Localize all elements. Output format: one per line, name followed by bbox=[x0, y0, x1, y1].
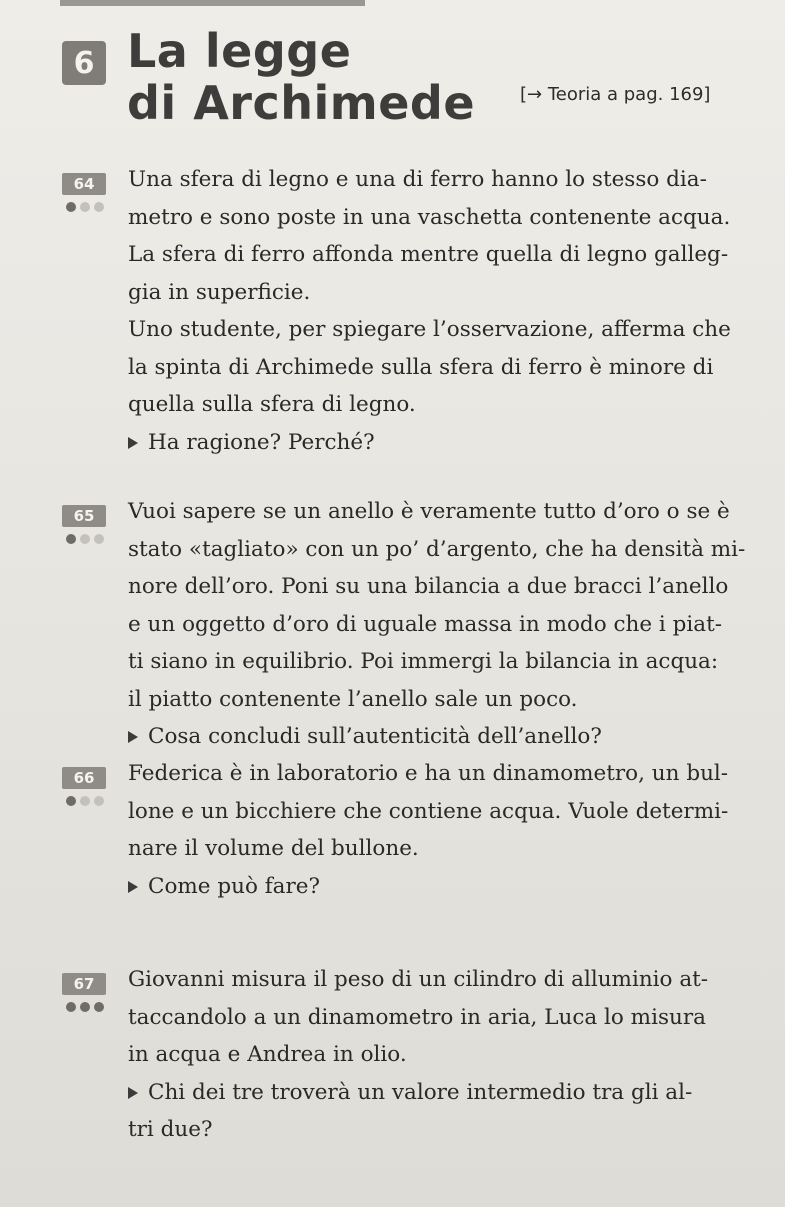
difficulty-dot bbox=[94, 202, 104, 212]
text-line: La sfera di ferro affonda mentre quella di legno galleg- bbox=[128, 242, 729, 267]
text-line: taccandolo a un dinamometro in aria, Luca lo misura bbox=[128, 1004, 706, 1030]
section-title-line2: di Archimede bbox=[127, 76, 476, 130]
difficulty-dots bbox=[66, 202, 104, 212]
text-line: lone e un bicchiere che contiene acqua. Vuole determi- bbox=[128, 798, 729, 824]
text-line: gia in superficie. bbox=[128, 279, 311, 305]
difficulty-dot bbox=[80, 1002, 90, 1012]
exercise-number: 65 bbox=[62, 505, 106, 527]
text-line: nare il volume del bullone. bbox=[128, 836, 419, 861]
question-text: Ha ragione? Perché? bbox=[148, 429, 375, 455]
question bbox=[128, 868, 768, 906]
text-line: Vuoi sapere se un anello è veramente tutto d’oro o se è bbox=[128, 499, 730, 524]
text-line: e un oggetto d’oro di uguale massa in modo che i piat- bbox=[128, 611, 722, 637]
exercise-text bbox=[128, 493, 768, 756]
difficulty-dots bbox=[66, 1002, 104, 1012]
difficulty-dot bbox=[80, 202, 90, 212]
exercise-text bbox=[128, 961, 768, 1149]
difficulty-dots bbox=[66, 534, 104, 544]
difficulty-dot bbox=[66, 202, 76, 212]
question bbox=[128, 718, 768, 756]
exercise-number: 66 bbox=[62, 767, 106, 789]
text-line: in acqua e Andrea in olio. bbox=[128, 1042, 407, 1067]
difficulty-dot bbox=[80, 534, 90, 544]
difficulty-dot bbox=[94, 796, 104, 806]
exercise-text bbox=[128, 755, 768, 905]
text-line: quella sulla sfera di legno. bbox=[128, 392, 416, 417]
text-line: nore dell’oro. Poni su una bilancia a due bracci l’anello bbox=[128, 574, 729, 599]
text-line: tri due? bbox=[128, 1117, 213, 1142]
question-text: Cosa concludi sull’autenticità dell’anello? bbox=[148, 724, 602, 749]
text-line: metro e sono poste in una vaschetta contenente acqua. bbox=[128, 204, 731, 230]
difficulty-dot bbox=[94, 534, 104, 544]
difficulty-dot bbox=[66, 534, 76, 544]
exercise-text bbox=[128, 161, 768, 461]
top-rule bbox=[60, 0, 365, 6]
question-text: Come può fare? bbox=[148, 873, 321, 899]
exercise-number: 64 bbox=[62, 173, 106, 195]
arrow-right-icon bbox=[128, 881, 138, 893]
section-number-badge: 6 bbox=[62, 41, 106, 85]
text-line: Giovanni misura il peso di un cilindro di alluminio at- bbox=[128, 967, 709, 992]
arrow-right-icon bbox=[128, 437, 138, 449]
theory-reference: [→ Teoria a pag. 169] bbox=[520, 84, 711, 105]
text-line: il piatto contenente l’anello sale un poco. bbox=[128, 686, 578, 712]
difficulty-dot bbox=[66, 796, 76, 806]
difficulty-dots bbox=[66, 796, 104, 806]
arrow-right-icon bbox=[128, 731, 138, 743]
text-line: ti siano in equilibrio. Poi immergi la bilancia in acqua: bbox=[128, 649, 719, 674]
difficulty-dot bbox=[66, 1002, 76, 1012]
text-line: Una sfera di legno e una di ferro hanno lo stesso dia- bbox=[128, 167, 707, 192]
section-title-line1: La legge bbox=[127, 24, 352, 78]
text-line: stato «tagliato» con un po’ d’argento, che ha densità mi- bbox=[128, 536, 746, 562]
difficulty-dot bbox=[94, 1002, 104, 1012]
text-line: la spinta di Archimede sulla sfera di ferro è minore di bbox=[128, 354, 714, 380]
text-line: Uno studente, per spiegare l’osservazione, afferma che bbox=[128, 317, 731, 342]
difficulty-dot bbox=[80, 796, 90, 806]
question-text: Chi dei tre troverà un valore intermedio tra gli al- bbox=[148, 1079, 693, 1105]
arrow-right-icon bbox=[128, 1087, 138, 1099]
text-line: Federica è in laboratorio e ha un dinamometro, un bul- bbox=[128, 761, 729, 786]
question bbox=[128, 424, 768, 462]
exercise-number: 67 bbox=[62, 973, 106, 995]
question bbox=[128, 1074, 768, 1112]
